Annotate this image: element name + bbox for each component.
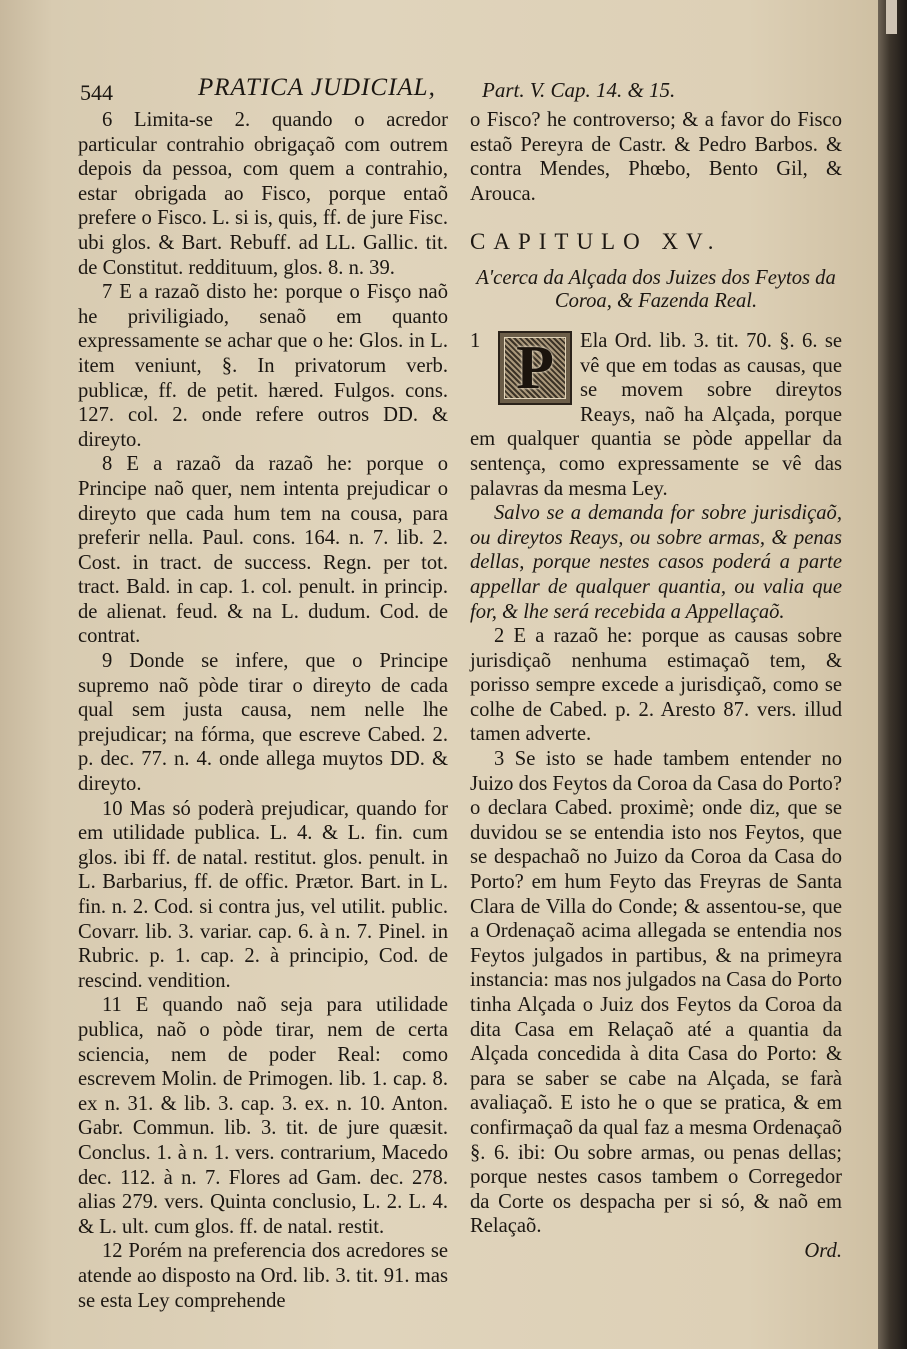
paragraph-number-1: 1	[470, 329, 481, 352]
catchword: Ord.	[804, 1239, 842, 1262]
paragraph-8: 8 E a razaõ da razaõ he: porque o Principe naõ quer, nem intenta prejudicar o direyto que cada hum tem na cousa, para preferir nella. Paul. cons. 164. n. 7. lib. 2. Cost. in tract. de success. Regn. per tot. tract. Bald. in cap. 1. col. penult. in princip. de alienat. feud. & na L. dudum. Cod. de contrat.	[78, 453, 448, 648]
paragraph-11: 11 E quando naõ seja para utilidade publica, naõ o pòde tirar, nem de certa sciencia, nem de poder Real: como escrevem Molin. de Primogen. lib. 1. cap. 8. ex n. 31. & lib. 3. cap. 3. ex. n. 10. Anton. Gabr. Commun. lib. 3. tit. de jure quæsit. Conclus. 1. à n. 1. vers. contrarium, Macedo dec. 112. à n. 7. Flores ad Gam. dec. 278. alias 279. vers. Quinta conclusio, L. 2. L. 4. & L. ult. cum glos. ff. de natal. restit.	[78, 994, 448, 1238]
right-column	[470, 108, 842, 1264]
paragraph-6: 6 Limita-se 2. quando o acredor particular contrahio obrigaçaõ com outrem depois da pessoa, com quem a contrahio, estar obrigada ao Fisco, porque entaõ prefere o Fisco. L. si is, quis, ff. de jure Fisc. ubi glos. & Bart. Rebuff. ad LL. Gallic. tit. de Constitut. reddituum, glos. 8. n. 39.	[78, 109, 448, 279]
chapter-opening	[470, 329, 842, 501]
paragraph-2: 2 E a razaõ he: porque as causas sobre jurisdiçaõ nenhuma estimaçaõ tem, & porisso sempre excede a jurisdiçaõ, como se colhe de Cabed. p. 2. Aresto 87. vers. illud tamen advertе.	[470, 625, 842, 746]
chapter-title: CAPITULO XV.	[470, 229, 722, 255]
page-number: 544	[80, 80, 113, 105]
left-column	[78, 108, 448, 1313]
paragraph-1: Ela Ord. lib. 3. tit. 70. §. 6. se vê que em todas as causas, que se movem sobre direytos Reays, naõ ha Alçada, porque em qualquer quantia se pòde appellar da sentença, como expressamente se vê das palavras da mesma Ley.	[470, 329, 842, 500]
ordinance-quote: Salvo se a demanda for sobre jurisdiçaõ, ou direytos Reays, ou sobre armas, & penas dellas, porque nestes casos poderá a parte appellar de qualquer quantia, ou valia que for, & lhe será recebida a Appellaçaõ.	[470, 502, 842, 623]
ornamental-drop-cap	[498, 331, 572, 405]
facing-page-edge	[878, 0, 907, 1349]
paragraph-9: 9 Donde se infere, que o Principe supremo naõ pòde tirar o direyto de cada qual sem justa causa, nem nelle lhe prejudicar; na fórma, que escreve Cabed. 2. p. dec. 77. n. 4. onde allega muytos DD. & direyto.	[78, 650, 448, 796]
paragraph-10: 10 Mas só poderà prejudicar, quando for em utilidade publica. L. 4. & L. fin. cum glos. ibi ff. de natal. restitut. glos. penult. in L. Barbarius, ff. de offic. Prætor. Bart. in L. fin. n. 2. Cod. si contra jus, vel utilit. public. Covarr. lib. 3. variar. cap. 6. à n. 7. Pinel. in Rubric. p. 1. cap. 2. à principio, Cod. de rescind. vendition.	[78, 797, 448, 992]
continuation-text: o Fisco? he controverso; & a favor do Fisco estaõ Pereyra de Castr. & Pedro Barbos. & contra Mendes, Phœbo, Bento Gil, & Arouca.	[470, 109, 842, 205]
drop-cap-letter: P	[516, 333, 554, 402]
paragraph-7: 7 E a razaõ disto he: porque o Fisço naõ he priviligiado, senaõ em quanto expressamente se achar que o he: Glos. in L. item veniunt, §. In privatorum verb. publicæ, ff. de petit. hæred. Fulgos. cons. 127. col. 2. onde refere outros DD. & direyto.	[78, 281, 448, 451]
header-title: PRATICA JUDICIAL,	[198, 74, 436, 101]
paragraph-3: 3 Se isto se hade tambem entender no Juizo dos Feytos da Coroa da Casa do Porto? o declara Cabed. proximè; onde diz, que se duvidou se se entendia isto nos Feytos, que se despachaõ no Juizo da Coroa da Casa do Porto? em hum Feyto das Freyras de Santa Clara de Villa do Conde; & assentou-se, que a Ordenaçaõ acima allegada se entendia nos Feytos julgados in partibus, & na primeyra instancia: mas nos julgados na Casa do Porto tinha Alçada o Juiz dos Feytos da Coroa da dita Casa em Relaçaõ até a quantia da Alçada concedida à dita Casa do Porto: & para se saber se cabe na Alçada, se farà avaliaçaõ. E isto he o que se pratica, & em confirmaçaõ da qual faz a mesma Ordenaçaõ §. 6. ibi: Ou sobre armas, ou penas dellas; porque nestes casos tambem o Corregedor da Corte os despacha per si só, & naõ em Relaçaõ.	[470, 748, 842, 1238]
edge-marker	[886, 0, 897, 34]
paragraph-12: 12 Porém na preferencia dos acredores se atende ao disposto na Ord. lib. 3. tit. 91. mas se esta Ley comprehende	[78, 1240, 448, 1312]
running-head	[80, 74, 840, 108]
chapter-subtitle: A'cerca da Alçada dos Juizes dos Feytos da Coroa, & Fazenda Real.	[476, 266, 836, 312]
header-part-chapter: Part. V. Cap. 14. & 15.	[482, 78, 676, 102]
